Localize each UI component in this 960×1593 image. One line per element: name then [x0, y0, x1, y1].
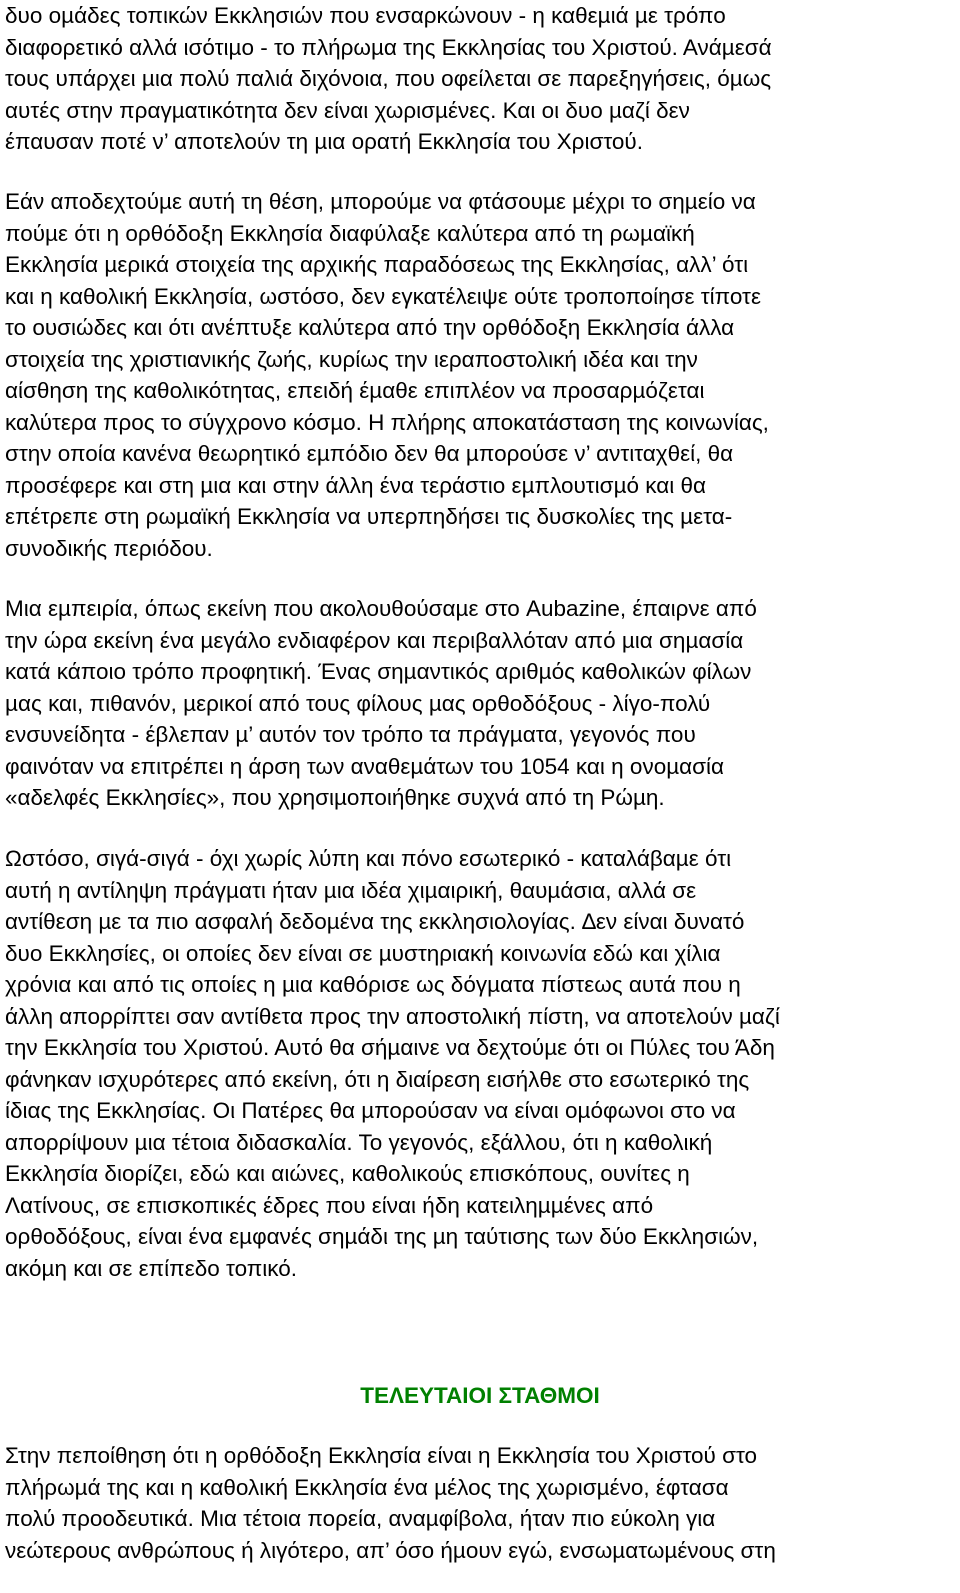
- text-line: την Εκκλησία του Χριστού. Αυτό θα σήµαινε να δεχτούµε ότι οι Πύλες του Άδη: [5, 1035, 775, 1060]
- text-line: απορρίψουν µια τέτοια διδασκαλία. Το γεγονός, εξάλλου, ότι η καθολική: [5, 1129, 713, 1155]
- paragraph-1: [5, 0, 955, 158]
- text-line: αυτή η αντίληψη πράγµατι ήταν µια ιδέα χιµαιρική, θαυµάσια, αλλά σε: [5, 877, 697, 903]
- text-line: ενσυνείδητα - έβλεπαν µ’ αυτόν τον τρόπο τα πράγµατα, γεγονός που: [5, 722, 696, 747]
- text-line: προσέφερε και στη µια και στην άλλη ένα τεράστιο εµπλουτισµό και θα: [5, 472, 707, 498]
- text-line: τους υπάρχει µια πολύ παλιά διχόνοια, που οφείλεται σε παρεξηγήσεις, όµως: [5, 66, 772, 91]
- text-line: και η καθολική Εκκλησία, ωστόσο, δεν εγκατέλειψε ούτε τροποποίησε τίποτε: [5, 283, 761, 309]
- text-line: Εκκλησία διορίζει, εδώ και αιώνες, καθολικούς επισκόπους, ουνίτες η: [5, 1161, 690, 1186]
- text-line: αυτές στην πραγµατικότητα δεν είναι χωρισµένες. Και οι δυο µαζί δεν: [5, 97, 690, 123]
- text-line: έπαυσαν ποτέ ν’ αποτελούν τη µια ορατή Εκκλησία του Χριστού.: [5, 129, 643, 154]
- text-line: διαφορετικό αλλά ισότιµο - το πλήρωµα της Εκκλησίας του Χριστού. Ανάµεσά: [5, 34, 772, 60]
- text-line: καλύτερα προς το σύγχρονο κόσµο. Η πλήρης αποκατάσταση της κοινωνίας,: [5, 409, 769, 435]
- paragraph-4: [5, 843, 955, 1284]
- text-line: πλήρωµά της και η καθολική Εκκλησία ένα µέλος της χωρισµένο, έφτασα: [5, 1474, 729, 1500]
- text-line: αντίθεση µε τα πιο ασφαλή δεδοµένα της εκκλησιολογίας. ∆εν είναι δυνατό: [5, 909, 745, 934]
- text-line: Λατίνους, σε επισκοπικές έδρες που είναι ήδη κατειληµµένες από: [5, 1192, 654, 1218]
- text-line: δυο Εκκλησίες, οι οποίες δεν είναι σε µυστηριακή κοινωνία εδώ και χίλια: [5, 940, 721, 966]
- text-line: Εκκλησία µερικά στοιχεία της αρχικής παραδόσεως της Εκκλησίας, αλλ’ ότι: [5, 252, 749, 277]
- text-line: µας και, πιθανόν, µερικοί από τους φίλους µας ορθοδόξους - λίγο-πολύ: [5, 690, 711, 716]
- text-line: άλλη απορρίπτει σαν αντίθετα προς την αποστολική πίστη, να αποτελούν µαζί: [5, 1003, 780, 1029]
- text-line: Μια εµπειρία, όπως εκείνη που ακολουθούσαµε στο Aubazine, έπαιρνε από: [5, 596, 757, 621]
- paragraph-final: [5, 1440, 955, 1566]
- text-line: Στην πεποίθηση ότι η ορθόδοξη Εκκλησία είναι η Εκκλησία του Χριστού στο: [5, 1443, 758, 1468]
- text-line: στην οποία κανένα θεωρητικό εµπόδιο δεν θα µπορούσε ν’ αντιταχθεί, θα: [5, 441, 734, 466]
- text-line: φαινόταν να επιτρέπει η άρση των αναθεµάτων του 1054 και η ονοµασία: [5, 753, 725, 779]
- text-line: το ουσιώδες και ότι ανέπτυξε καλύτερα από την ορθόδοξη Εκκλησία άλλα: [5, 315, 735, 340]
- text-line: αίσθηση της καθολικότητας, επειδή έµαθε επιπλέον να προσαρµόζεται: [5, 378, 705, 403]
- text-line: ορθοδόξους, είναι ένα εµφανές σηµάδι της µη ταύτισης των δύο Εκκλησιών,: [5, 1224, 759, 1249]
- text-line: στοιχεία της χριστιανικής ζωής, κυρίως την ιεραποστολική ιδέα και την: [5, 346, 698, 372]
- text-line: ίδιας της Εκκλησίας. Οι Πατέρες θα µπορούσαν να είναι οµόφωνοι στο να: [5, 1098, 736, 1123]
- text-line: πούµε ότι η ορθόδοξη Εκκλησία διαφύλαξε καλύτερα από τη ρωµαϊκή: [5, 220, 695, 246]
- text-line: φάνηκαν ισχυρότερες από εκείνη, ότι η διαίρεση εισήλθε στο εσωτερικό της: [5, 1066, 750, 1092]
- text-line: ακόµη και σε επίπεδο τοπικό.: [5, 1255, 298, 1281]
- text-line: επέτρεπε στη ρωµαϊκή Εκκλησία να υπερπηδήσει τις δυσκολίες της µετα-: [5, 504, 733, 529]
- section-heading: ΤΕΛΕΥΤΑΙΟΙ ΣΤΑΘΜΟΙ: [360, 1383, 600, 1408]
- text-line: νεώτερους ανθρώπους ή λιγότερο, απ’ όσο ήµουν εγώ, ενσωµατωµένους στη: [5, 1537, 776, 1563]
- text-line: πολύ προοδευτικά. Μια τέτοια πορεία, αναµφίβολα, ήταν πιο εύκολη για: [5, 1506, 716, 1531]
- text-line: την ώρα εκείνη ένα µεγάλο ενδιαφέρον και περιβαλλόταν από µια σηµασία: [5, 627, 744, 653]
- paragraph-3: [5, 593, 955, 814]
- paragraph-2: [5, 186, 955, 564]
- text-line: Εάν αποδεχτούµε αυτή τη θέση, µπορούµε να φτάσουµε µέχρι το σηµείο να: [5, 189, 756, 214]
- text-line: δυο οµάδες τοπικών Εκκλησιών που ενσαρκώνουν - η καθεµιά µε τρόπο: [5, 3, 726, 28]
- text-line: συνοδικής περιόδου.: [5, 535, 213, 561]
- text-line: χρόνια και από τις οποίες η µια καθόρισε ως δόγµατα πίστεως αυτά που η: [5, 972, 741, 997]
- text-line: «αδελφές Εκκλησίες», που χρησιµοποιήθηκε συχνά από τη Ρώµη.: [5, 785, 665, 810]
- text-line: Ωστόσο, σιγά-σιγά - όχι χωρίς λύπη και πόνο εσωτερικό - καταλάβαµε ότι: [5, 846, 732, 871]
- text-line: κατά κάποιο τρόπο προφητική. Ένας σηµαντικός αριθµός καθολικών φίλων: [5, 659, 752, 684]
